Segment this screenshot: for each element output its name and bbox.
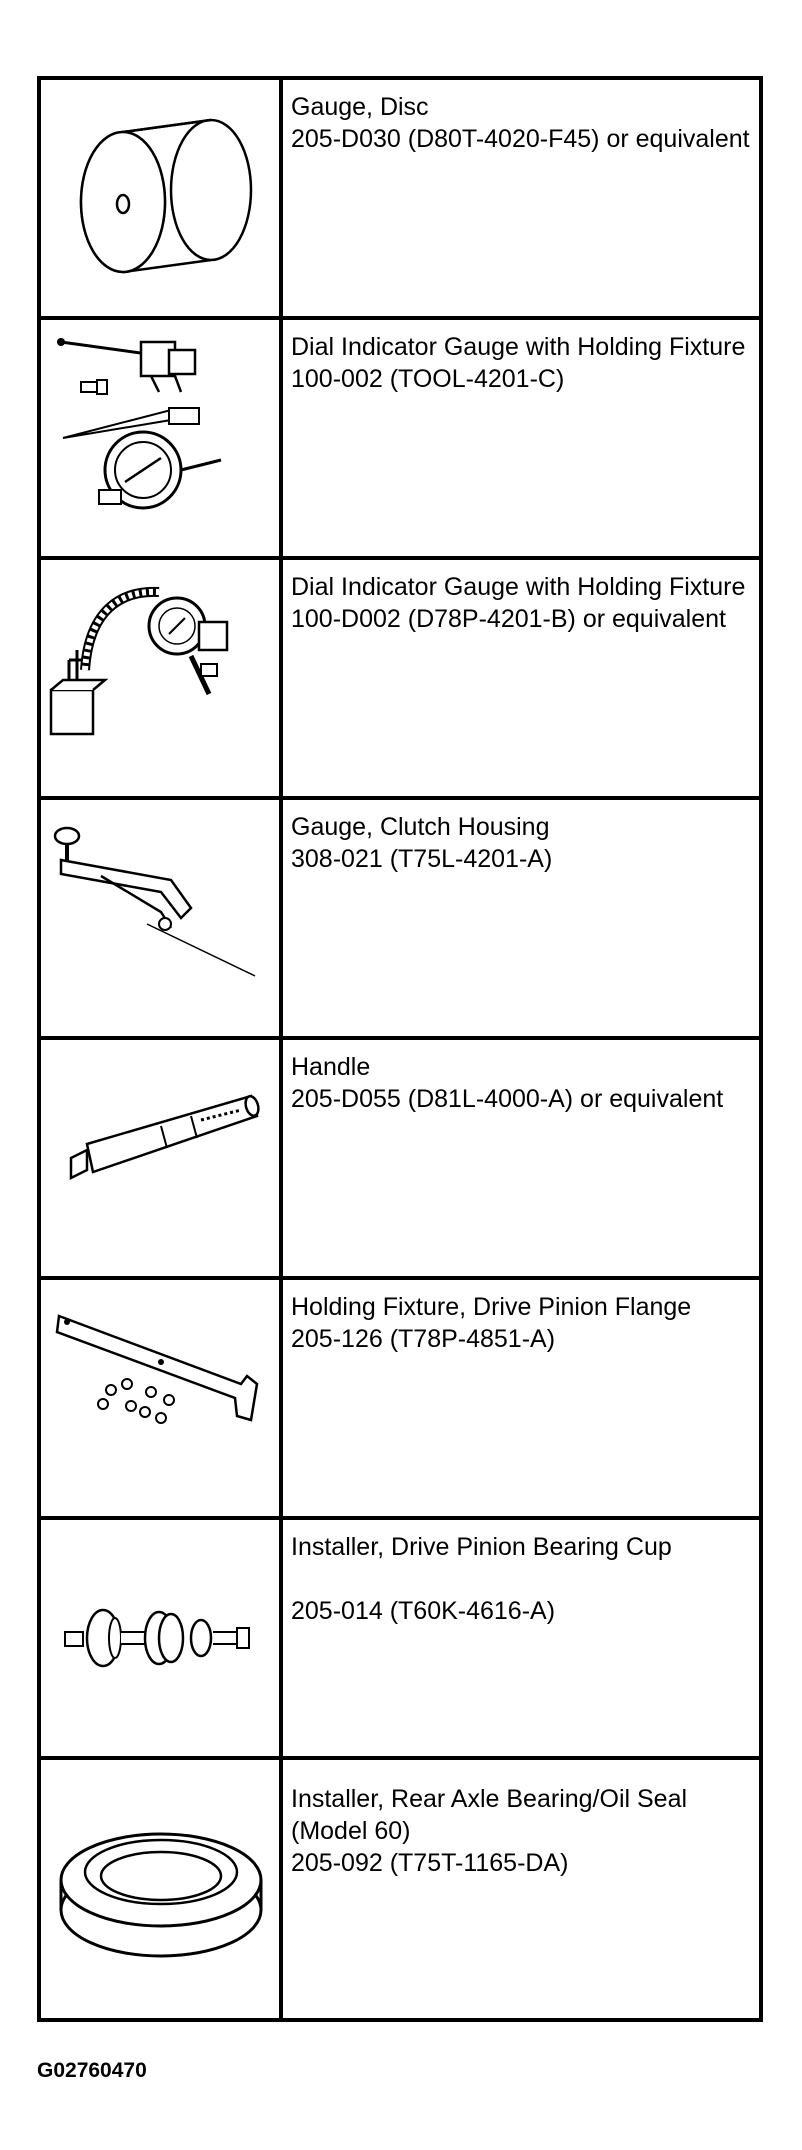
tool-image-cell [39,1758,281,2020]
tool-number: 205-D055 (D81L-4000-A) or equivalent [291,1084,724,1113]
tool-image-cell [39,1278,281,1518]
tool-description [281,1758,761,2020]
table-row [39,78,761,318]
tool-name: Holding Fixture, Drive Pinion Flange [291,1293,692,1321]
table-row [39,1038,761,1278]
tool-number: 100-002 (TOOL-4201-C) [291,364,565,393]
tool-description [281,1518,761,1758]
gauge-disc-icon [41,80,279,316]
handle-icon [41,1040,279,1276]
tool-description [281,558,761,798]
holding-fixture-flange-icon [41,1280,279,1516]
tool-description [281,1038,761,1278]
tool-name: Gauge, Disc [291,93,429,121]
table-row [39,1758,761,2020]
tool-image-cell [39,78,281,318]
clutch-housing-gauge-icon [41,800,279,1036]
seal-installer-icon [41,1760,279,1996]
tool-number: 205-126 (T78P-4851-A) [291,1324,556,1353]
table-row [39,558,761,798]
tool-description [281,78,761,318]
tool-image-cell [39,1518,281,1758]
table-row [39,318,761,558]
figure-id: G02760470 [37,2059,147,2082]
tool-image-cell [39,1038,281,1278]
table-row [39,798,761,1038]
bearing-cup-installer-icon [41,1520,279,1756]
tool-description [281,318,761,558]
tool-image-cell [39,558,281,798]
tool-number: 205-014 (T60K-4616-A) [291,1596,556,1625]
tool-number: 308-021 (T75L-4201-A) [291,844,553,873]
table-row [39,1278,761,1518]
table-row [39,1518,761,1758]
tool-name: Installer, Drive Pinion Bearing Cup [291,1533,672,1561]
tool-name: Installer, Rear Axle Bearing/Oil Seal (Model 60) [291,1785,688,1845]
tool-name: Dial Indicator Gauge with Holding Fixture [291,333,746,361]
tool-name: Handle [291,1053,371,1081]
dial-indicator-flexible-arm-icon [41,560,279,796]
tool-image-cell [39,318,281,558]
tool-description [281,798,761,1038]
tool-number: 205-D030 (D80T-4020-F45) or equivalent [291,124,750,153]
tool-name: Dial Indicator Gauge with Holding Fixture [291,573,746,601]
tool-name: Gauge, Clutch Housing [291,813,550,841]
dial-indicator-icon [41,320,279,556]
tool-image-cell [39,798,281,1038]
special-tools-table [37,76,763,2022]
tool-description [281,1278,761,1518]
tool-number: 100-D002 (D78P-4201-B) or equivalent [291,604,726,633]
tool-spacer [291,1564,753,1596]
tool-number: 205-092 (T75T-1165-DA) [291,1848,569,1877]
